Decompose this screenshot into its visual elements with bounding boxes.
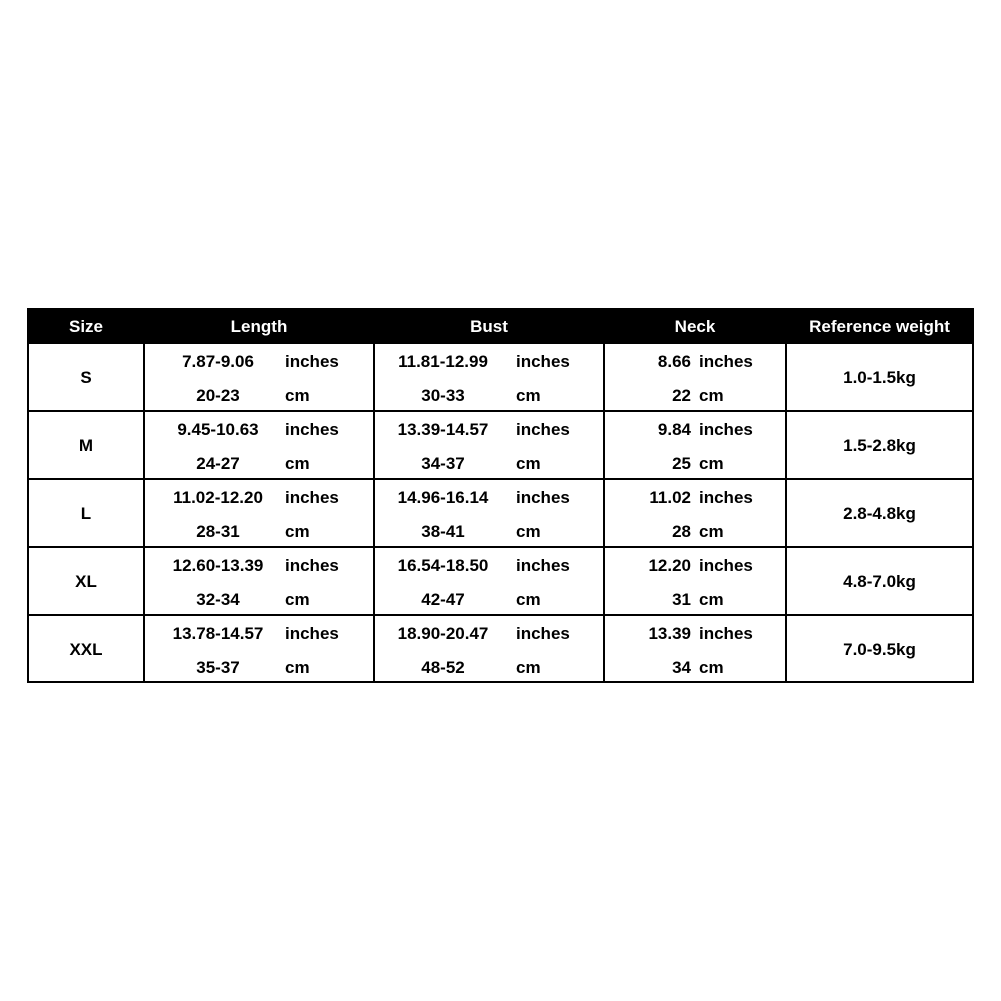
length-inches-unit: inches [285,352,339,371]
table-header [29,310,972,344]
bust-inches-unit: inches [516,624,570,643]
table-row [29,412,972,480]
length-cm-value: 35-37 [196,658,240,677]
header-bust: Bust [470,317,508,336]
header-length: Length [230,317,288,336]
reference-weight-cell: 1.0-1.5kg [843,368,916,387]
neck-cm-value: 31 [672,590,691,609]
size-chart-table [27,308,974,683]
neck-cm-unit: cm [699,658,724,677]
bust-cm-unit: cm [516,522,541,541]
neck-inches-value: 8.66 [657,352,691,371]
table-row [29,548,972,616]
length-inches-value: 9.45-10.63 [177,420,259,439]
neck-cm-unit: cm [699,522,724,541]
neck-cm-unit: cm [699,386,724,405]
neck-inches-unit: inches [699,352,753,371]
size-cell: XL [75,572,97,591]
bust-cm-value: 30-33 [421,386,465,405]
length-cm-unit: cm [285,590,310,609]
reference-weight-cell: 1.5-2.8kg [843,436,916,455]
header-neck: Neck [674,317,716,336]
bust-cm-value: 38-41 [421,522,465,541]
bust-inches-unit: inches [516,352,570,371]
size-cell: L [80,504,92,523]
reference-weight-cell: 4.8-7.0kg [843,572,916,591]
length-cm-unit: cm [285,454,310,473]
length-inches-value: 12.60-13.39 [172,556,264,575]
bust-inches-value: 14.96-16.14 [397,488,489,507]
length-inches-value: 13.78-14.57 [172,624,264,643]
bust-inches-value: 11.81-12.99 [398,352,488,371]
length-cm-value: 24-27 [196,454,240,473]
neck-inches-value: 12.20 [648,556,691,575]
length-inches-value: 7.87-9.06 [182,352,254,371]
length-cm-value: 32-34 [196,590,240,609]
bust-cm-unit: cm [516,590,541,609]
neck-inches-value: 9.84 [657,420,691,439]
length-inches-unit: inches [285,488,339,507]
bust-cm-unit: cm [516,454,541,473]
length-cm-unit: cm [285,522,310,541]
neck-inches-unit: inches [699,624,753,643]
neck-inches-value: 11.02 [649,488,691,507]
bust-inches-unit: inches [516,420,570,439]
bust-cm-value: 42-47 [421,590,465,609]
bust-inches-value: 16.54-18.50 [397,556,489,575]
reference-weight-cell: 2.8-4.8kg [843,504,916,523]
table-row [29,344,972,412]
reference-weight-cell: 7.0-9.5kg [843,640,916,659]
header-reference-weight: Reference weight [809,317,950,336]
table-row [29,616,972,684]
bust-inches-unit: inches [516,556,570,575]
size-cell: XXL [69,640,103,659]
table-row [29,480,972,548]
neck-cm-value: 28 [672,522,691,541]
bust-inches-value: 18.90-20.47 [397,624,489,643]
neck-inches-unit: inches [699,556,753,575]
bust-inches-value: 13.39-14.57 [397,420,489,439]
bust-cm-unit: cm [516,386,541,405]
size-cell: M [78,436,94,455]
length-cm-value: 20-23 [196,386,240,405]
neck-inches-unit: inches [699,488,753,507]
bust-inches-unit: inches [516,488,570,507]
bust-cm-value: 34-37 [421,454,465,473]
length-inches-unit: inches [285,420,339,439]
length-cm-unit: cm [285,386,310,405]
header-size: Size [68,317,104,336]
bust-cm-value: 48-52 [421,658,465,677]
neck-cm-value: 34 [672,658,691,677]
length-inches-unit: inches [285,624,339,643]
neck-cm-value: 25 [672,454,691,473]
neck-cm-unit: cm [699,454,724,473]
neck-inches-value: 13.39 [648,624,691,643]
neck-cm-value: 22 [672,386,691,405]
neck-inches-unit: inches [699,420,753,439]
size-cell: S [80,368,92,387]
length-inches-unit: inches [285,556,339,575]
length-cm-value: 28-31 [196,522,240,541]
neck-cm-unit: cm [699,590,724,609]
bust-cm-unit: cm [516,658,541,677]
length-inches-value: 11.02-12.20 [173,488,263,507]
length-cm-unit: cm [285,658,310,677]
